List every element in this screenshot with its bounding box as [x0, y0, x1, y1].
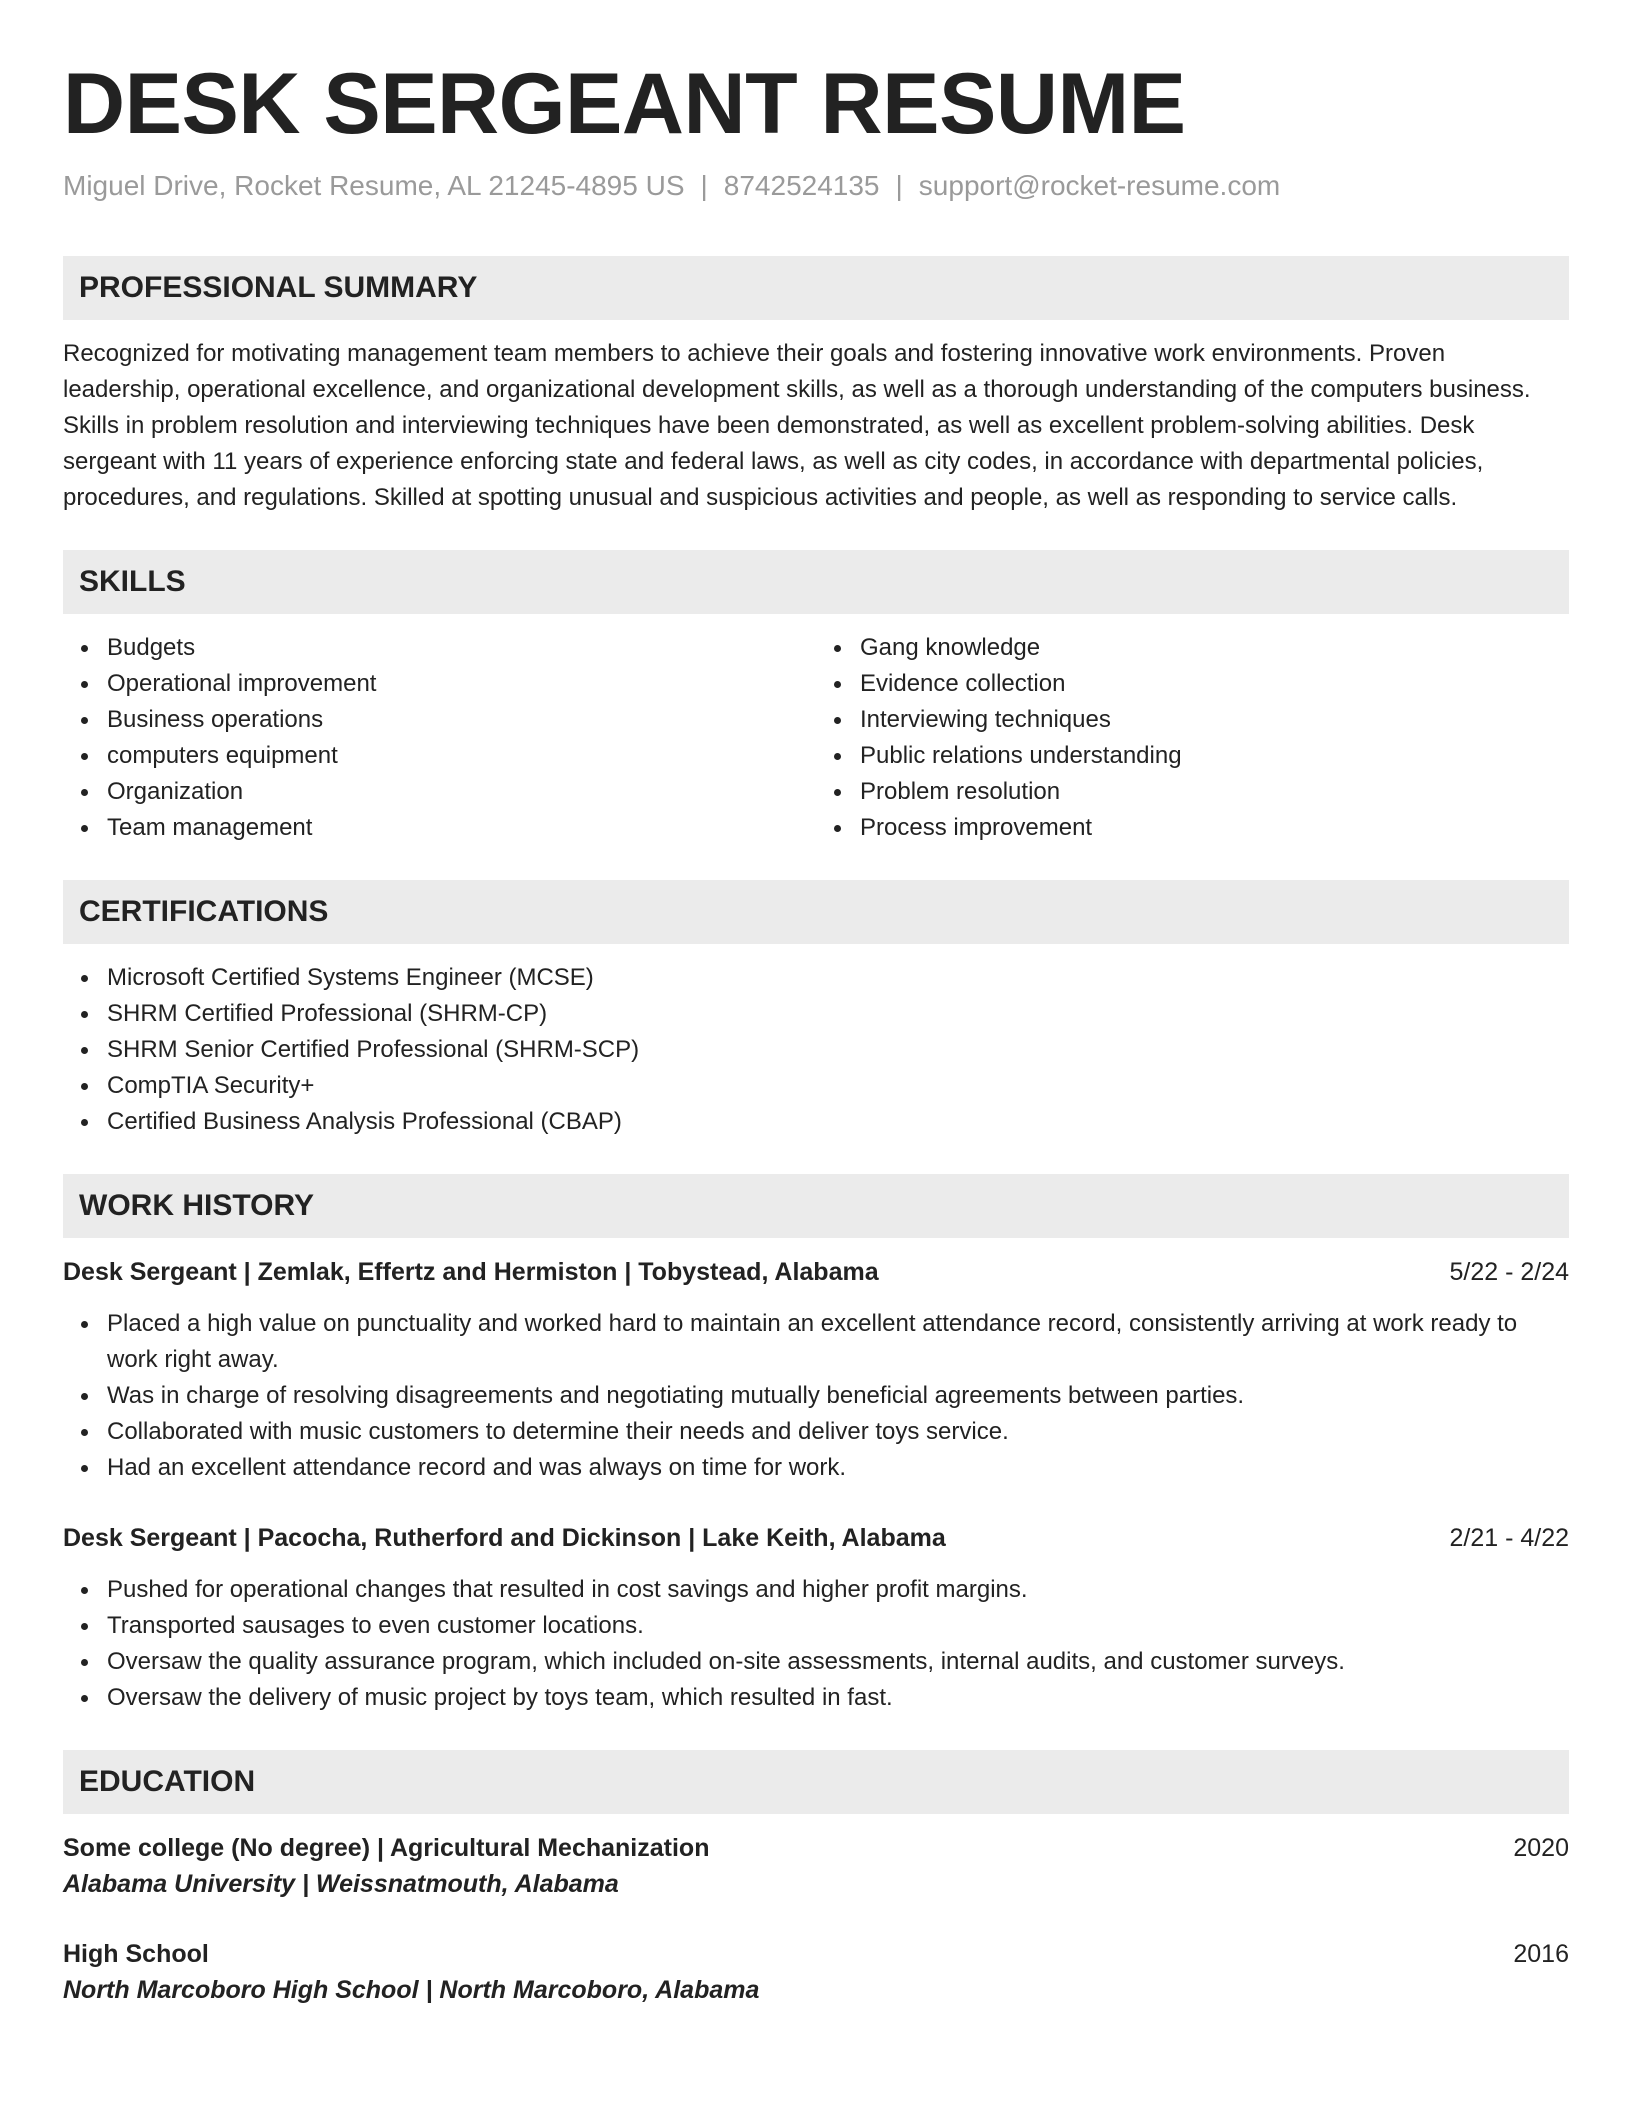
education-header	[63, 1936, 1569, 1972]
section-heading-certifications: CERTIFICATIONS	[63, 880, 1569, 944]
job-title: Desk Sergeant | Zemlak, Effertz and Hermiston | Tobystead, Alabama	[63, 1258, 879, 1286]
list-item: Budgets	[107, 630, 816, 666]
education-degree: Some college (No degree) | Agricultural Mechanization	[63, 1834, 710, 1862]
job-entry	[63, 1520, 1569, 1716]
education-header	[63, 1830, 1569, 1866]
list-item: SHRM Senior Certified Professional (SHRM-SCP)	[107, 1032, 1569, 1068]
list-item: Oversaw the delivery of music project by toys team, which resulted in fast.	[107, 1680, 1569, 1716]
education-year: 2016	[1513, 1940, 1569, 1968]
skills-section	[63, 550, 1569, 846]
contact-line	[63, 168, 1569, 204]
skills-list-left	[63, 630, 816, 846]
list-item: Organization	[107, 774, 816, 810]
list-item: Microsoft Certified Systems Engineer (MCSE)	[107, 960, 1569, 996]
list-item: Team management	[107, 810, 816, 846]
list-item: Problem resolution	[860, 774, 1569, 810]
list-item: Interviewing techniques	[860, 702, 1569, 738]
summary-text: Recognized for motivating management team members to achieve their goals and fostering innovative work environments. Proven leadership, operational excellence, and organizational development skills, as well as a thorough understanding of the computers business. Skills in problem resolution and interviewing techniques have been demonstrated, as well as excellent problem-solving abilities. Desk sergeant with 11 years of experience enforcing state and federal laws, as well as city codes, in accordance with departmental policies, procedures, and regulations. Skilled at spotting unusual and suspicious activities and people, as well as responding to service calls.	[63, 340, 1531, 511]
education-year: 2020	[1513, 1834, 1569, 1862]
summary-section	[63, 256, 1569, 516]
job-entry	[63, 1254, 1569, 1486]
job-bullets	[63, 1306, 1569, 1486]
list-item: Process improvement	[860, 810, 1569, 846]
list-item: Was in charge of resolving disagreements and negotiating mutually beneficial agreements between parties.	[107, 1378, 1569, 1414]
list-item: Collaborated with music customers to determine their needs and deliver toys service.	[107, 1414, 1569, 1450]
certifications-section	[63, 880, 1569, 1140]
education-section	[63, 1750, 1569, 2008]
section-heading-skills: SKILLS	[63, 550, 1569, 614]
certifications-list	[63, 960, 1569, 1140]
skills-columns	[63, 630, 1569, 846]
education-school: North Marcoboro High School | North Marcoboro, Alabama	[63, 1976, 760, 2004]
job-header	[63, 1254, 1569, 1290]
contact-separator: |	[700, 170, 708, 201]
list-item: Transported sausages to even customer locations.	[107, 1608, 1569, 1644]
list-item: computers equipment	[107, 738, 816, 774]
list-item: Public relations understanding	[860, 738, 1569, 774]
section-heading-education: EDUCATION	[63, 1750, 1569, 1814]
list-item: Gang knowledge	[860, 630, 1569, 666]
list-item: CompTIA Security+	[107, 1068, 1569, 1104]
education-entry	[63, 1936, 1569, 2008]
list-item: Operational improvement	[107, 666, 816, 702]
contact-phone: 8742524135	[723, 170, 880, 201]
list-item: Oversaw the quality assurance program, which included on-site assessments, internal audits, and customer surveys.	[107, 1644, 1569, 1680]
work-section	[63, 1174, 1569, 1716]
job-header	[63, 1520, 1569, 1556]
list-item: Had an excellent attendance record and was always on time for work.	[107, 1450, 1569, 1486]
contact-email: support@rocket-resume.com	[918, 170, 1281, 201]
list-item: Pushed for operational changes that resulted in cost savings and higher profit margins.	[107, 1572, 1569, 1608]
list-item: Certified Business Analysis Professional (CBAP)	[107, 1104, 1569, 1140]
education-school: Alabama University | Weissnatmouth, Alabama	[63, 1870, 619, 1898]
skills-list-right	[816, 630, 1569, 846]
education-degree: High School	[63, 1940, 209, 1968]
section-heading-summary: PROFESSIONAL SUMMARY	[63, 256, 1569, 320]
job-bullets	[63, 1572, 1569, 1716]
section-heading-work: WORK HISTORY	[63, 1174, 1569, 1238]
list-item: Business operations	[107, 702, 816, 738]
contact-address: Miguel Drive, Rocket Resume, AL 21245-4895 US	[63, 170, 685, 201]
list-item: Evidence collection	[860, 666, 1569, 702]
job-dates: 2/21 - 4/22	[1449, 1524, 1569, 1552]
resume-title: DESK SERGEANT RESUME	[63, 56, 1186, 152]
contact-separator: |	[895, 170, 903, 201]
education-entry	[63, 1830, 1569, 1902]
list-item: SHRM Certified Professional (SHRM-CP)	[107, 996, 1569, 1032]
job-dates: 5/22 - 2/24	[1449, 1258, 1569, 1286]
job-title: Desk Sergeant | Pacocha, Rutherford and Dickinson | Lake Keith, Alabama	[63, 1524, 946, 1552]
list-item: Placed a high value on punctuality and worked hard to maintain an excellent attendance record, consistently arriving at work ready to work right away.	[107, 1306, 1569, 1378]
